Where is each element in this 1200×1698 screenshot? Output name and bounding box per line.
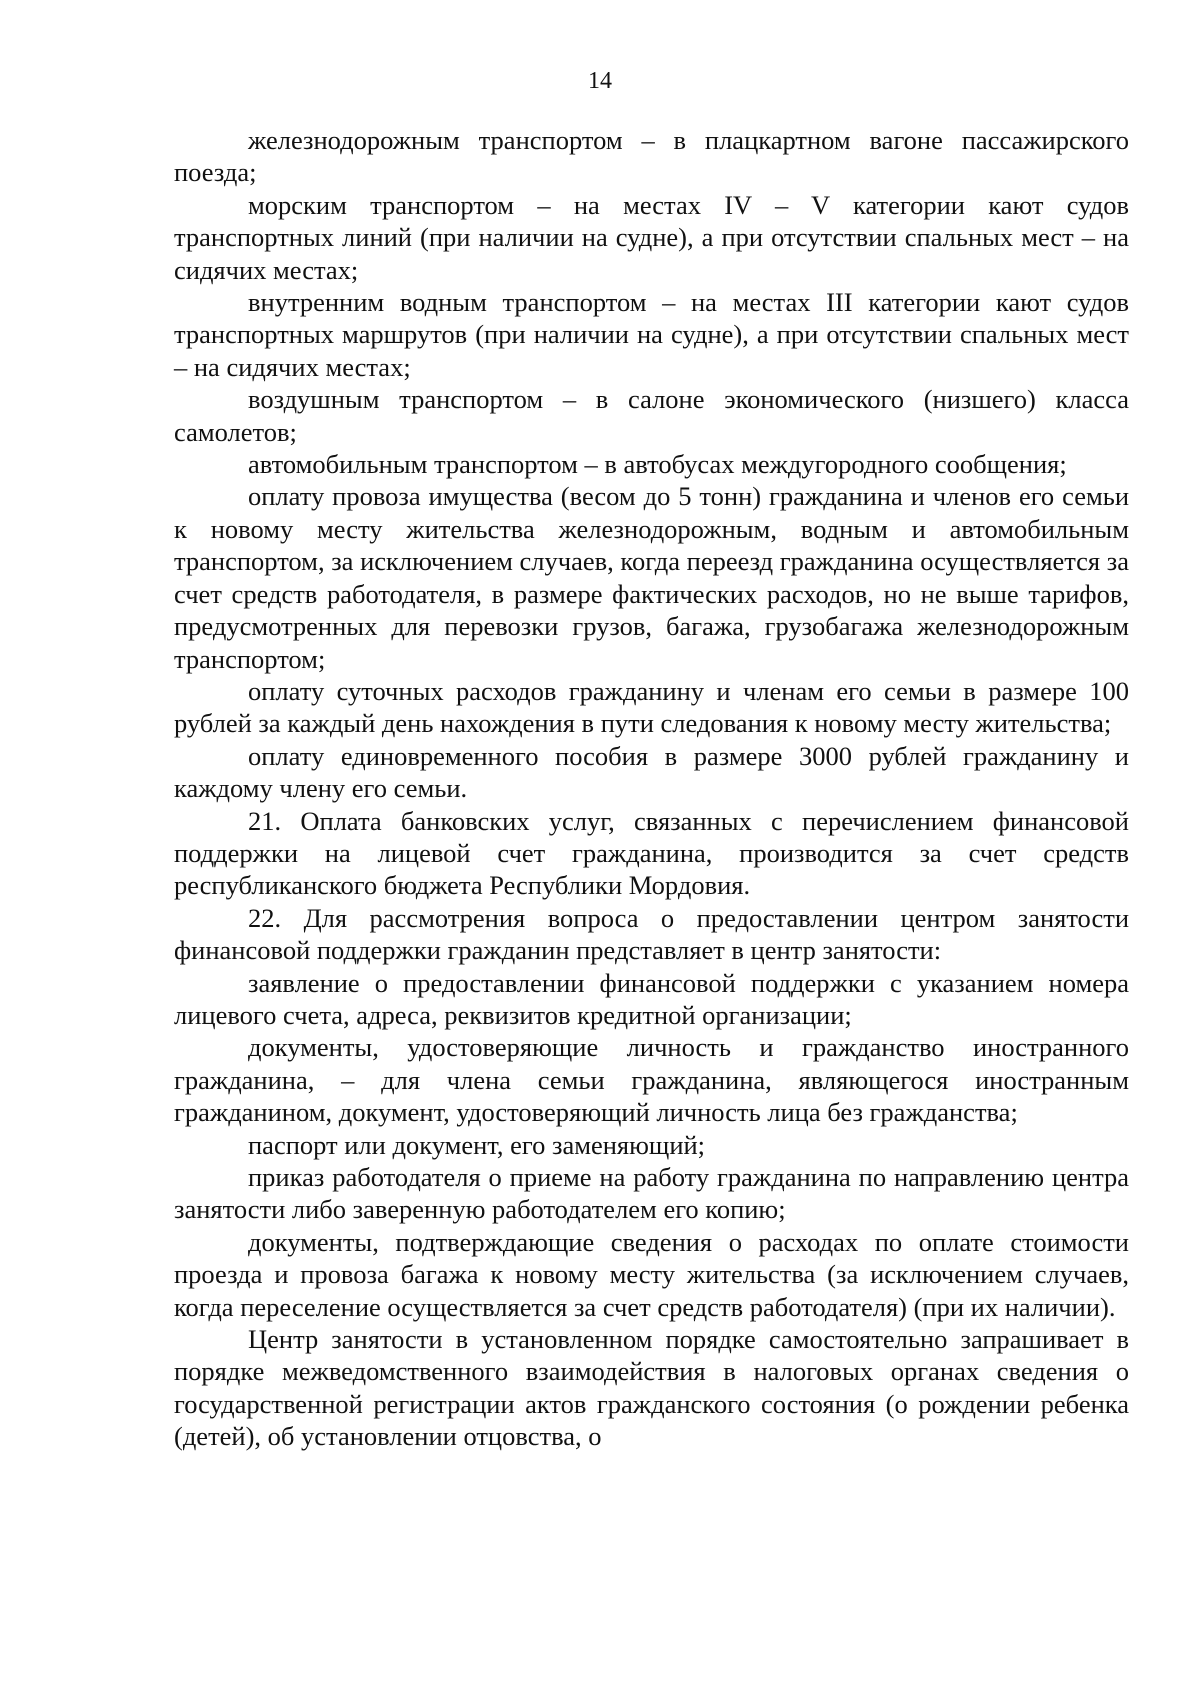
paragraph-inland-water-transport: внутренним водным транспортом – на местах III категории кают судов транспортных маршрутов (при наличии на судне), а при отсутствии спальных мест – на сидячих местах; <box>174 287 1129 382</box>
paragraph-road-transport: автомобильным транспортом – в автобусах междугородного сообщения; <box>248 449 1067 480</box>
paragraph-expense-documents: документы, подтверждающие сведения о расходах по оплате стоимости проезда и провоза багажа к новому месту жительства (за исключением случаев, когда переселение осуществляется за счет средств работодателя) (при их наличии). <box>174 1226 1129 1322</box>
paragraph-property-transport: оплату провоза имущества (весом до 5 тонн) гражданина и членов его семьи к новому месту жительства железнодорожным, водным и автомобильным транспортом, за исключением случаев, когда переезд гражданина осуществляется за счет средств работодателя, в размере фактических расходов, но не выше тарифов, предусмотренных для перевозки грузов, багажа, грузобагажа железнодорожным транспортом; <box>174 481 1129 674</box>
paragraph-employer-order: приказ работодателя о приеме на работу гражданина по направлению центра занятости либо заверенную работодателем его копию; <box>174 1162 1129 1225</box>
paragraph-daily-expenses: оплату суточных расходов гражданину и членам его семьи в размере 100 рублей за каждый день нахождения в пути следования к новому месту жительства; <box>174 675 1129 739</box>
paragraph-application: заявление о предоставлении финансовой поддержки с указанием номера лицевого счета, адреса, реквизитов кредитной организации; <box>174 967 1129 1030</box>
paragraph-clause-21: 21. Оплата банковских услуг, связанных с перечислением финансовой поддержки на лицевой счет гражданина, производится за счет средств республиканского бюджета Республики Мордовия. <box>174 805 1129 901</box>
paragraph-identity-documents: документы, удостоверяющие личность и гражданство иностранного гражданина, – для члена семьи гражданина, являющегося иностранным гражданином, документ, удостоверяющий личность лица без гражданства; <box>174 1032 1129 1128</box>
paragraph-passport: паспорт или документ, его заменяющий; <box>248 1129 706 1160</box>
paragraph-air-transport: воздушным транспортом – в салоне экономического (низшего) класса самолетов; <box>174 384 1129 447</box>
paragraph-clause-22: 22. Для рассмотрения вопроса о предоставлении центром занятости финансовой поддержки гражданин представляет в центр занятости: <box>174 902 1129 966</box>
paragraph-sea-transport: морским транспортом – на местах IV – V категории кают судов транспортных линий (при наличии на судне), а при отсутствии спальных мест – на сидячих местах; <box>174 189 1129 285</box>
paragraph-employment-center-request: Центр занятости в установленном порядке самостоятельно запрашивает в порядке межведомственного взаимодействия в налоговых органах сведения о государственной регистрации актов гражданского состояния (о рождении ребенка (детей), об установлении отцовства, о <box>174 1324 1129 1452</box>
document-body <box>174 124 1129 1453</box>
page-number: 14 <box>588 68 612 94</box>
paragraph-rail-transport: железнодорожным транспортом – в плацкартном вагоне пассажирского поезда; <box>174 125 1129 188</box>
paragraph-lump-sum-allowance: оплату единовременного пособия в размере 3000 рублей гражданину и каждому члену его семьи. <box>174 740 1129 804</box>
